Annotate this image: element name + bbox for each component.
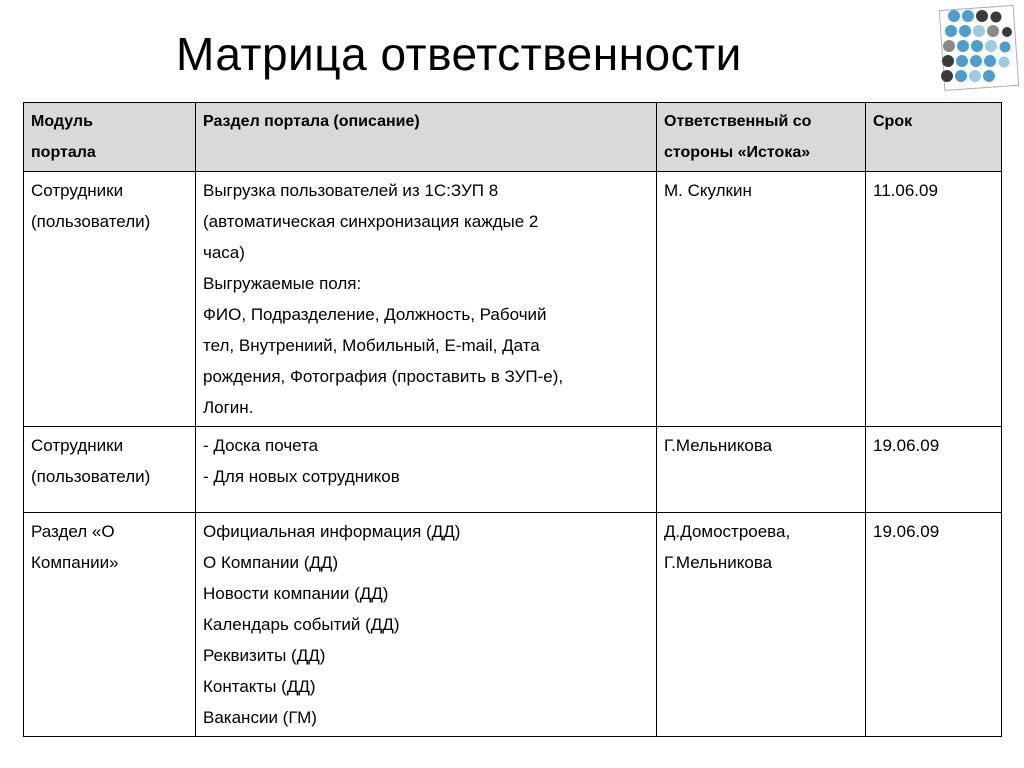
cell-line: Выгружаемые поля:: [203, 274, 362, 293]
table-row: [24, 513, 1002, 737]
cell-line: Контакты (ДД): [203, 677, 316, 696]
cell-line: (пользователи): [31, 467, 151, 486]
cell-line: Реквизиты (ДД): [203, 646, 326, 665]
cell-line: (автоматическая синхронизация каждые 2: [203, 212, 539, 231]
cell-line: Календарь событий (ДД): [203, 615, 400, 634]
header-deadline-line: Срок: [873, 113, 913, 130]
cell-line: часа): [203, 243, 245, 262]
cell-deadline: [866, 513, 1002, 737]
cell-line: Г.Мельникова: [664, 436, 773, 455]
table-header-row: [24, 103, 1002, 172]
cell-line: - Доска почета: [203, 436, 319, 455]
cell-line: Вакансии (ГМ): [203, 708, 317, 727]
cell-line: - Для новых сотрудников: [203, 467, 400, 486]
header-section-line: Раздел портала (описание): [203, 113, 420, 130]
cell-responsible: [657, 427, 866, 513]
cell-line: М. Скулкин: [664, 181, 752, 200]
cell-section: [196, 513, 657, 737]
cell-module: [24, 427, 196, 513]
cell-line: ФИО, Подразделение, Должность, Рабочий: [203, 305, 547, 324]
table-row: [24, 172, 1002, 427]
header-section: [196, 103, 657, 172]
cell-line: 19.06.09: [873, 522, 940, 541]
header-responsible: [657, 103, 866, 172]
slide-title: Матрица ответственности: [176, 28, 742, 80]
cell-line: 19.06.09: [873, 436, 940, 455]
cell-module: [24, 513, 196, 737]
cell-line: тел, Внутрениий, Мобильный, E-mail, Дата: [203, 336, 540, 355]
table-row: [24, 427, 1002, 513]
cell-responsible: [657, 513, 866, 737]
cell-line: Выгрузка пользователей из 1С:ЗУП 8: [203, 181, 499, 200]
cell-line: рождения, Фотография (проставить в ЗУП-е),: [203, 367, 564, 386]
cell-section: [196, 172, 657, 427]
cell-deadline: [866, 172, 1002, 427]
cell-line: О Компании (ДД): [203, 553, 339, 572]
responsibility-matrix-table: [23, 102, 1002, 737]
cell-line: Официальная информация (ДД): [203, 522, 461, 541]
cell-line: (пользователи): [31, 212, 151, 231]
cell-line: Д.Домостроева,: [664, 522, 791, 541]
header-module-line: Модуль: [31, 113, 93, 130]
cell-line: Логин.: [203, 398, 254, 417]
cell-line: Компании»: [31, 553, 119, 572]
header-responsible-line: стороны «Истока»: [664, 144, 811, 161]
cell-responsible: [657, 172, 866, 427]
cell-line: Сотрудники: [31, 181, 124, 200]
header-module: [24, 103, 196, 172]
cell-line: Раздел «О: [31, 522, 115, 541]
cell-deadline: [866, 427, 1002, 513]
header-module-line: портала: [31, 144, 96, 161]
cell-line: Новости компании (ДД): [203, 584, 389, 603]
cell-section: [196, 427, 657, 513]
cell-module: [24, 172, 196, 427]
header-deadline: [866, 103, 1002, 172]
cell-line: Г.Мельникова: [664, 553, 773, 572]
header-responsible-line: Ответственный со: [664, 113, 812, 130]
cell-line: 11.06.09: [873, 181, 938, 200]
cell-line: Сотрудники: [31, 436, 124, 455]
dot-grid-logo-icon: [936, 4, 1020, 92]
